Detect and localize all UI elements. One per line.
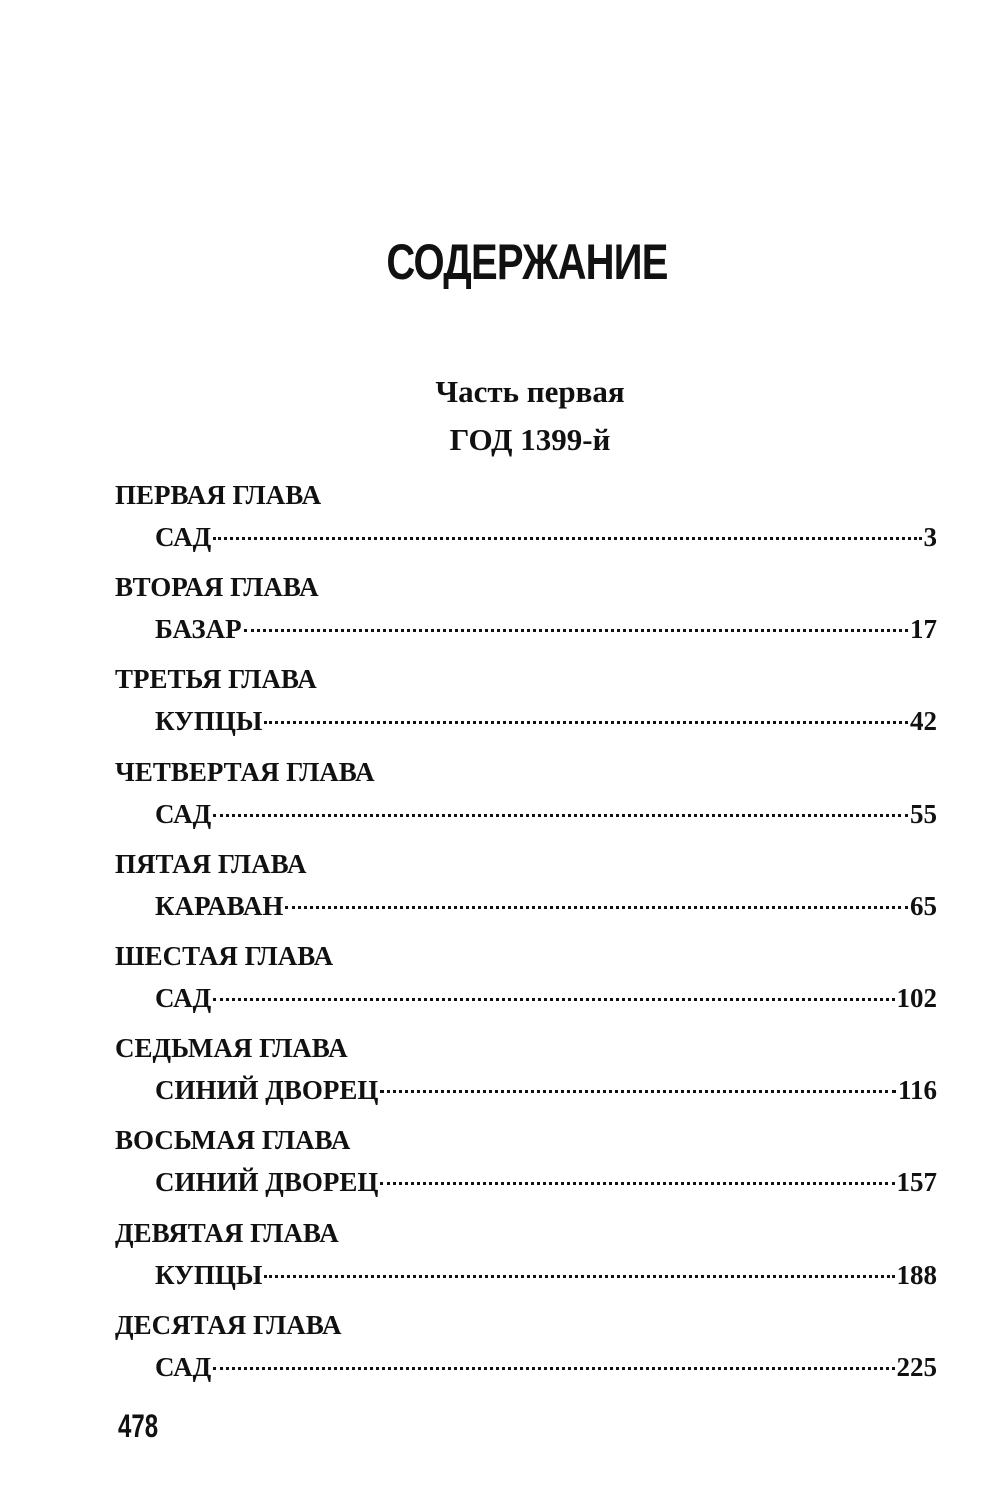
- chapter-title: САД: [155, 982, 212, 1013]
- chapter-title: САД: [155, 1351, 212, 1382]
- entry-line: [115, 516, 937, 558]
- part-heading: [0, 368, 1000, 464]
- dot-leader: [213, 537, 921, 540]
- dot-leader: [264, 1275, 894, 1278]
- page-number: 55: [910, 798, 937, 829]
- chapter-label: ВОСЬМАЯ ГЛАВА: [115, 1125, 351, 1156]
- dot-leader: [213, 814, 908, 817]
- entry-line: [115, 1254, 937, 1296]
- dot-leader: [380, 1182, 894, 1185]
- toc-entry: [115, 1027, 937, 1119]
- page-number: 225: [896, 1351, 937, 1382]
- toc-entry: [115, 474, 937, 566]
- page-number: 65: [910, 890, 937, 921]
- toc-entry: [115, 1119, 937, 1211]
- chapter-label: ШЕСТАЯ ГЛАВА: [115, 940, 334, 971]
- page-number: 157: [896, 1167, 937, 1198]
- page-title: СОДЕРЖАНИЕ: [386, 234, 668, 290]
- entry-line: [115, 608, 937, 650]
- folio-page-number: 478: [118, 1408, 159, 1444]
- page-number: 102: [896, 982, 937, 1013]
- toc-entry: [115, 751, 937, 843]
- entry-line: [115, 885, 937, 927]
- entry-line: [115, 977, 937, 1019]
- entry-line: [115, 700, 937, 742]
- toc-entry: [115, 935, 937, 1027]
- toc-entry: [115, 843, 937, 935]
- chapter-label: ДЕСЯТАЯ ГЛАВА: [115, 1309, 342, 1340]
- chapter-title: САД: [155, 522, 212, 552]
- page-number: 17: [910, 614, 937, 645]
- dot-leader: [264, 721, 908, 724]
- chapter-title: СИНИЙ ДВОРЕЦ: [155, 1075, 379, 1106]
- chapter-title: СИНИЙ ДВОРЕЦ: [155, 1167, 379, 1198]
- entry-line: [115, 1346, 937, 1388]
- chapter-label: ПЕРВАЯ ГЛАВА: [115, 480, 322, 510]
- entry-line: [115, 793, 937, 835]
- dot-leader: [380, 1090, 896, 1093]
- chapter-title: КУПЦЫ: [155, 706, 263, 737]
- chapter-label: ТРЕТЬЯ ГЛАВА: [115, 664, 317, 695]
- chapter-label: ПЯТАЯ ГЛАВА: [115, 848, 307, 879]
- chapter-title: КАРАВАН: [155, 890, 284, 921]
- dot-leader: [285, 906, 908, 909]
- entry-line: [115, 1161, 937, 1203]
- table-of-contents: [115, 474, 937, 1396]
- chapter-label: СЕДЬМАЯ ГЛАВА: [115, 1033, 348, 1064]
- chapter-title: БАЗАР: [155, 614, 242, 645]
- page-number: 42: [910, 706, 937, 737]
- chapter-title: КУПЦЫ: [155, 1259, 263, 1290]
- chapter-label: ДЕВЯТАЯ ГЛАВА: [115, 1217, 339, 1248]
- dot-leader: [244, 629, 908, 632]
- dot-leader: [213, 998, 894, 1001]
- page-number: 3: [923, 522, 937, 552]
- toc-entry: [115, 1304, 937, 1396]
- dot-leader: [213, 1367, 894, 1370]
- page-number: 188: [896, 1259, 937, 1290]
- page-number: 116: [897, 1075, 937, 1106]
- toc-entry: [115, 1212, 937, 1304]
- toc-entry: [115, 658, 937, 750]
- part-subtitle: ГОД 1399-й: [449, 422, 611, 457]
- entry-line: [115, 1069, 937, 1111]
- toc-entry: [115, 566, 937, 658]
- chapter-label: ВТОРАЯ ГЛАВА: [115, 572, 319, 603]
- part-label: Часть первая: [435, 374, 625, 409]
- chapter-title: САД: [155, 798, 212, 829]
- chapter-label: ЧЕТВЕРТАЯ ГЛАВА: [115, 756, 375, 787]
